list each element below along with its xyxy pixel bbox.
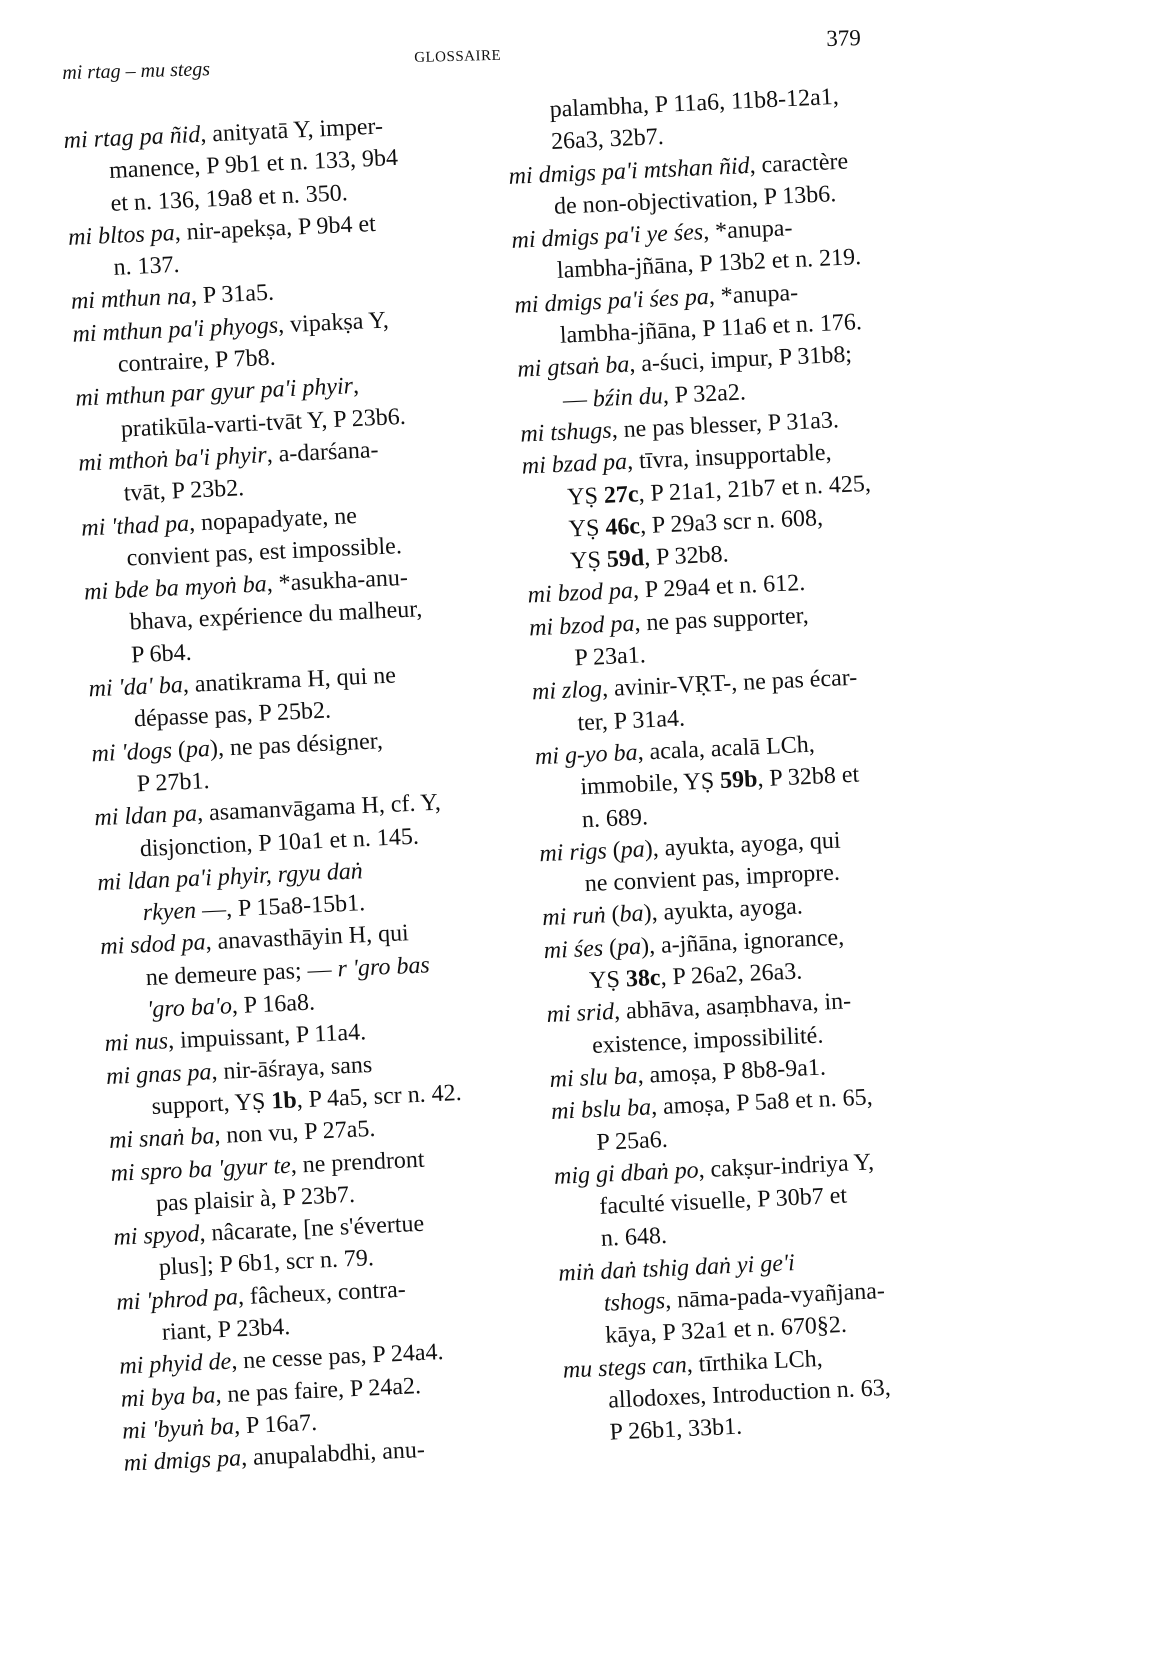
tibetan-term: mi dmigs pa'i mtshan ñid xyxy=(508,152,751,190)
tibetan-term: mi srid xyxy=(546,999,615,1029)
running-head: mi rtag – mu stegs xyxy=(62,58,211,84)
tibetan-term: mi 'dogs xyxy=(90,737,179,767)
verse-reference: 59b xyxy=(719,766,758,795)
tibetan-term: mi śes xyxy=(543,934,610,964)
tibetan-term: mi slu ba xyxy=(549,1062,639,1093)
tibetan-term: r 'gro bas xyxy=(336,951,431,983)
definition-text: , nāma-pada-vyañjana- xyxy=(664,1277,886,1314)
definition-text: lambha-jñāna, P 11a6 et n. 176. xyxy=(559,309,863,349)
definition-text: , amoṣa, P 8b8-9a1. xyxy=(637,1054,827,1089)
definition-text: , asamanvāgama H, cf. Y, xyxy=(196,789,442,827)
tibetan-term: mi dmigs pa'i ye śes xyxy=(510,219,704,255)
definition-text: pas plaisir à, P 23b7. xyxy=(155,1181,356,1217)
definition-text: , non vu, P 27a5. xyxy=(213,1116,376,1150)
tibetan-term: mi gnas pa xyxy=(105,1058,213,1090)
verse-reference: 59d xyxy=(606,545,645,574)
definition-text: , P 16a8. xyxy=(231,989,316,1020)
definition-text: YṢ xyxy=(569,547,608,575)
definition-text: bhava, expérience du malheur, xyxy=(129,596,423,636)
definition-text: , nâcarate, [ne s'évertue xyxy=(198,1210,425,1248)
tibetan-term: mi 'byuṅ ba xyxy=(121,1413,235,1445)
tibetan-term: mi sdod pa xyxy=(99,929,207,961)
definition-text: —, P 15a8-15b1. xyxy=(195,890,366,924)
definition-text: ne demeure pas; — xyxy=(145,956,339,991)
tibetan-term: mi 'da' ba xyxy=(88,672,184,703)
definition-text: P 23a1. xyxy=(573,642,647,672)
definition-text: , anatikrama H, qui ne xyxy=(182,662,397,699)
definition-text: , P 32b8 et xyxy=(756,761,860,793)
definition-text: ( xyxy=(608,934,618,961)
definition-text: , *asukha-anu- xyxy=(266,564,409,598)
tibetan-term: mi spyod xyxy=(112,1221,201,1251)
definition-text: , P 26a2, 26a3. xyxy=(659,958,803,991)
definition-text: , *anupa- xyxy=(702,215,793,246)
tibetan-term: mi mthun par gyur pa'i phyir xyxy=(74,373,354,413)
glossary-entry xyxy=(521,432,946,580)
tibetan-term: mi bltos pa xyxy=(67,219,176,251)
definition-text: , P 21a1, 21b7 et n. 425, xyxy=(637,470,872,507)
definition-text: , P 4a5, scr n. 42. xyxy=(296,1079,463,1114)
tibetan-term: mi bzod pa xyxy=(528,610,635,642)
tibetan-term: mi tshugs xyxy=(519,417,613,448)
definition-text: , P 31a5. xyxy=(190,280,275,310)
definition-text: contraire, P 7b8. xyxy=(117,344,277,378)
definition-text: plus]; P 6b1, scr n. 79. xyxy=(158,1245,375,1282)
definition-text: , nir-āśraya, sans xyxy=(210,1051,373,1085)
definition-text: , ne pas faire, P 24a2. xyxy=(214,1372,422,1408)
tibetan-term: mi bya ba xyxy=(120,1381,217,1413)
definition-text: ne convient pas, impropre. xyxy=(584,859,841,898)
definition-text: , P 29a3 scr n. 608, xyxy=(639,504,824,540)
definition-text: , caractère xyxy=(748,148,849,179)
definition-text: , ne cesse pas, P 24a4. xyxy=(230,1339,445,1375)
glossary-column-right xyxy=(505,77,986,1451)
tibetan-term: mi bde ba myoṅ ba xyxy=(83,571,268,606)
tibetan-term: mi gtsaṅ ba xyxy=(516,352,630,384)
tibetan-term: mi mthun na xyxy=(70,283,192,316)
definition-text: P 6b4. xyxy=(130,639,193,669)
tibetan-term: mi phyid de xyxy=(118,1348,232,1380)
tibetan-term: mi spro ba 'gyur te xyxy=(110,1152,292,1187)
definition-text: , P 32b8. xyxy=(643,541,730,572)
definition-text: , nopapadyate, ne xyxy=(188,502,358,537)
verse-reference: 1b xyxy=(270,1087,298,1115)
tibetan-term: miṅ daṅ tshig daṅ yi ge'i xyxy=(557,1249,796,1287)
tibetan-term: mi bzod pa xyxy=(527,578,634,609)
definition-text: , nir-apekṣa, P 9b4 et xyxy=(174,210,377,246)
definition-text: , ne prendront xyxy=(290,1146,426,1179)
tibetan-term: 'gro ba'o xyxy=(146,993,233,1024)
definition-text: , abhāva, asaṃbhava, in- xyxy=(613,988,852,1026)
definition-text: 26a3, 32b7. xyxy=(550,124,665,156)
definition-text: , anavasthāyin H, qui xyxy=(204,920,410,956)
definition-text: , vipakṣa Y, xyxy=(277,307,390,339)
glossary-entry xyxy=(63,106,487,222)
tibetan-term: mi bzad pa xyxy=(521,449,628,480)
tibetan-term: mi zlog xyxy=(531,676,603,706)
definition-text: , ne pas supporter, xyxy=(633,602,810,637)
definition-text: kāya, P 32a1 et n. 670§2. xyxy=(604,1312,848,1349)
definition-text: , a-śuci, impur, P 31b8; xyxy=(628,341,853,378)
definition-text: P 25a6. xyxy=(595,1126,669,1156)
definition-text: riant, P 23b4. xyxy=(161,1313,291,1346)
definition-text: , avinir-VṚT-, ne pas écar- xyxy=(601,664,858,703)
definition-text: lambha-jñāna, P 13b2 et n. 219. xyxy=(556,244,862,285)
tibetan-term: mi mthun pa'i phyogs xyxy=(71,312,279,348)
section-title: GLOSSAIRE xyxy=(414,47,502,66)
definition-text: , a-darśana- xyxy=(266,437,380,469)
definition-text: P 26b1, 33b1. xyxy=(609,1413,743,1446)
tibetan-term: pa xyxy=(616,933,642,961)
definition-text: ( xyxy=(611,902,621,929)
tibetan-term: mu stegs can xyxy=(562,1351,688,1384)
tibetan-term: mi ldan pa'i phyir, rgyu daṅ xyxy=(96,858,364,897)
definition-text: , P 16a7. xyxy=(233,1409,318,1440)
definition-text: , ne pas blesser, P 31a3. xyxy=(611,407,840,444)
tibetan-term: mi snaṅ ba xyxy=(108,1123,215,1155)
tibetan-term: pa xyxy=(620,836,646,864)
tibetan-term: mi dmigs pa xyxy=(123,1445,242,1477)
tibetan-term: mi dmigs pa'i śes pa xyxy=(513,283,710,319)
definition-text: tvāt, P 23b2. xyxy=(123,475,245,507)
tibetan-term: mig gi dbaṅ po xyxy=(553,1157,700,1190)
definition-text: dépasse pas, P 25b2. xyxy=(133,697,332,733)
definition-text: support, YṢ xyxy=(151,1088,272,1120)
definition-text: ter, P 31a4. xyxy=(576,705,686,736)
tibetan-term: mi 'phrod pa xyxy=(115,1283,239,1316)
definition-text: ( xyxy=(612,837,622,864)
definition-text: existence, impossibilité. xyxy=(591,1022,824,1059)
glossary-entry xyxy=(534,722,958,838)
definition-text: , anupalabdhi, anu- xyxy=(240,1437,426,1472)
definition-text: n. 137. xyxy=(112,252,181,282)
tibetan-term: mi nus xyxy=(104,1028,169,1058)
tibetan-term: mi bslu ba xyxy=(550,1094,652,1126)
definition-text: n. 689. xyxy=(581,803,649,833)
definition-text: ( xyxy=(177,736,187,764)
definition-text: immobile, YṢ xyxy=(579,768,721,801)
tibetan-term: bźin du xyxy=(592,382,664,412)
definition-text: , tīrthika LCh, xyxy=(686,1345,824,1378)
verse-reference: 46c xyxy=(604,513,641,541)
tibetan-term: rkyen xyxy=(142,897,197,927)
definition-text: YṢ xyxy=(588,966,627,995)
definition-text: , xyxy=(352,373,360,400)
verse-reference: 38c xyxy=(625,964,662,993)
definition-text: , anityatā Y, imper- xyxy=(199,113,384,148)
definition-text: , tīvra, insupportable, xyxy=(626,439,833,476)
definition-text: disjonction, P 10a1 et n. 145. xyxy=(139,823,420,862)
definition-text: ), ayukta, ayoga. xyxy=(643,893,804,927)
tibetan-term: mi g-yo ba xyxy=(534,739,639,771)
glossary-entry xyxy=(100,913,524,1029)
definition-text: , cakṣur-indriya Y, xyxy=(698,1149,875,1184)
tibetan-term: ba xyxy=(619,900,645,929)
definition-text: , fâcheux, contra- xyxy=(237,1276,407,1310)
definition-text: de non-objectivation, P 13b6. xyxy=(553,180,837,220)
definition-text: faculté visuelle, P 30b7 et xyxy=(598,1182,848,1220)
tibetan-term: mi ruṅ xyxy=(541,902,613,932)
verse-reference: 27c xyxy=(603,480,640,509)
tibetan-term: mi 'thad pa xyxy=(80,510,190,542)
definition-text: ), a-jñāna, ignorance, xyxy=(640,924,845,960)
definition-text: — xyxy=(562,386,594,414)
definition-text: et n. 136, 19a8 et n. 350. xyxy=(110,179,349,217)
definition-text: palambha, P 11a6, 11b8-12a1, xyxy=(549,83,840,123)
definition-text: YṢ xyxy=(566,482,605,511)
definition-text: YṢ xyxy=(568,514,606,543)
definition-text: allodoxes, Introduction n. 63, xyxy=(607,1374,892,1414)
definition-text: P 27b1. xyxy=(136,767,210,798)
definition-text: pratikūla-varti-tvāt Y, P 23b6. xyxy=(120,403,407,443)
definition-text: , impuissant, P 11a4. xyxy=(167,1019,367,1055)
tibetan-term: pa xyxy=(185,735,211,763)
tibetan-term: mi rigs xyxy=(538,837,614,868)
glossary-entry xyxy=(553,1142,977,1258)
definition-text: , P 32a2. xyxy=(662,379,747,409)
definition-text: manence, P 9b1 et n. 133, 9b4 xyxy=(108,145,399,185)
glossary-entry xyxy=(558,1238,982,1354)
glossary-column-left xyxy=(63,106,544,1480)
definition-text: , acala, acalā LCh, xyxy=(636,731,816,766)
glossary-entry xyxy=(84,558,508,674)
definition-text: n. 648. xyxy=(600,1223,668,1253)
page-number: 379 xyxy=(826,25,862,51)
tibetan-term: tshogs xyxy=(603,1287,666,1317)
glossary-entry xyxy=(562,1335,986,1451)
tibetan-term: mi mthoṅ ba'i phyir xyxy=(77,442,268,477)
definition-text: convient pas, est impossible. xyxy=(126,532,403,572)
definition-text: ), ayukta, ayoga, qui xyxy=(644,827,841,863)
definition-text: , P 29a4 et n. 612. xyxy=(632,570,806,605)
tibetan-term: mi rtag pa ñid xyxy=(63,121,201,154)
definition-text: , amoṣa, P 5a8 et n. 65, xyxy=(650,1084,874,1121)
definition-text: , *anupa- xyxy=(708,279,799,310)
definition-text: ), ne pas désigner, xyxy=(209,727,384,762)
tibetan-term: mi ldan pa xyxy=(93,800,198,832)
